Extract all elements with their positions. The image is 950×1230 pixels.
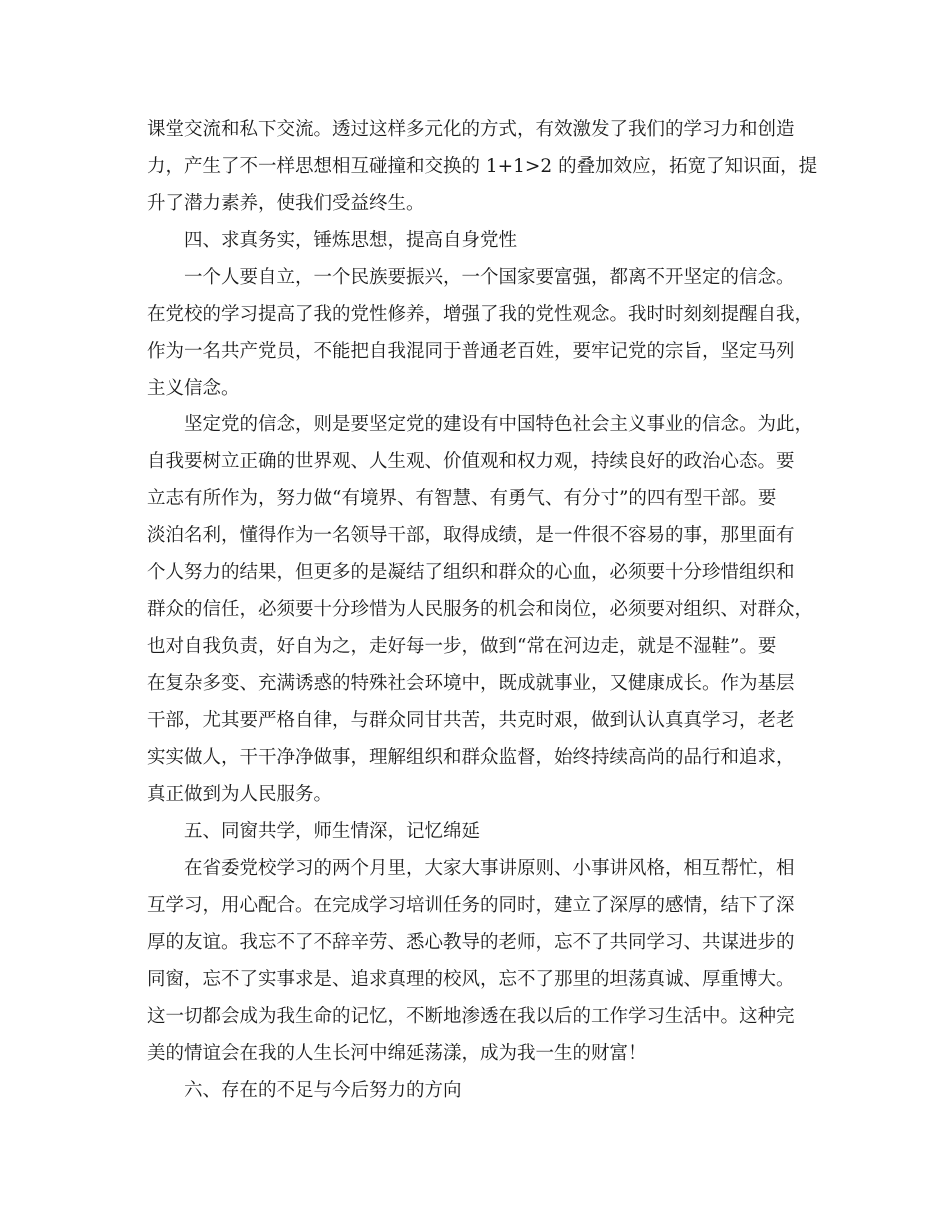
body-line: 这一切都会成为我生命的记忆，不断地渗透在我以后的工作学习生活中。这种完 [147,1006,795,1027]
body-line: 坚定党的信念，则是要坚定党的建设有中国特色社会主义事业的信念。为此， [184,414,814,435]
body-line: 个人努力的结果，但更多的是凝结了组织和群众的心血，必须要十分珍惜组织和 [147,562,795,583]
body-line: 自我要树立正确的世界观、人生观、价值观和权力观，持续良好的政治心态。要 [147,451,795,472]
body-line: 在党校的学习提高了我的党性修养，增强了我的党性观念。我时时刻刻提醒自我， [147,304,814,325]
body-line: 在省委党校学习的两个月里，大家大事讲原则、小事讲风格，相互帮忙，相 [184,858,795,879]
body-line: 一个人要自立，一个民族要振兴，一个国家要富强，都离不开坚定的信念。 [184,267,795,288]
section-heading: 五、同窗共学，师生情深，记忆绵延 [184,821,481,842]
body-line: 作为一名共产党员，不能把自我混同于普通老百姓，要牢记党的宗旨，坚定马列 [147,341,795,362]
body-line: 美的情谊会在我的人生长河中绵延荡漾，成为我一生的财富！ [147,1043,647,1064]
section-heading: 六、存在的不足与今后努力的方向 [184,1080,462,1101]
section-heading: 四、求真务实，锤炼思想，提高自身党性 [184,230,518,251]
body-line: 课堂交流和私下交流。透过这样多元化的方式，有效激发了我们的学习力和创造 [147,119,795,140]
body-line: 在复杂多变、充满诱惑的特殊社会环境中，既成就事业，又健康成长。作为基层 [147,673,795,694]
body-line: 主义信念。 [147,378,240,399]
body-line: 立志有所作为，努力做“有境界、有智慧、有勇气、有分寸”的四有型干部。要 [147,488,777,509]
body-line: 同窗，忘不了实事求是、追求真理的校风，忘不了那里的坦荡真诚、厚重博大。 [147,969,795,990]
body-line: 实实做人，干干净净做事，理解组织和群众监督，始终持续高尚的品行和追求， [147,747,795,768]
body-line: 群众的信任，必须要十分珍惜为人民服务的机会和岗位，必须要对组织、对群众， [147,599,814,620]
body-line: 升了潜力素养，使我们受益终生。 [147,193,425,214]
body-line: 力，产生了不一样思想相互碰撞和交换的 1+1>2 的叠加效应，拓宽了知识面，提 [147,156,818,177]
body-line: 真正做到为人民服务。 [147,784,333,805]
body-line: 淡泊名利，懂得作为一名领导干部，取得成绩，是一件很不容易的事，那里面有 [147,525,795,546]
body-line: 互学习，用心配合。在完成学习培训任务的同时，建立了深厚的感情，结下了深 [147,895,795,916]
body-line: 干部，尤其要严格自律，与群众同甘共苦，共克时艰，做到认认真真学习，老老 [147,710,795,731]
body-line: 也对自我负责，好自为之，走好每一步，做到“常在河边走，就是不湿鞋”。要 [147,636,777,657]
body-line: 厚的友谊。我忘不了不辞辛劳、悉心教导的老师，忘不了共同学习、共谋进步的 [147,932,795,953]
